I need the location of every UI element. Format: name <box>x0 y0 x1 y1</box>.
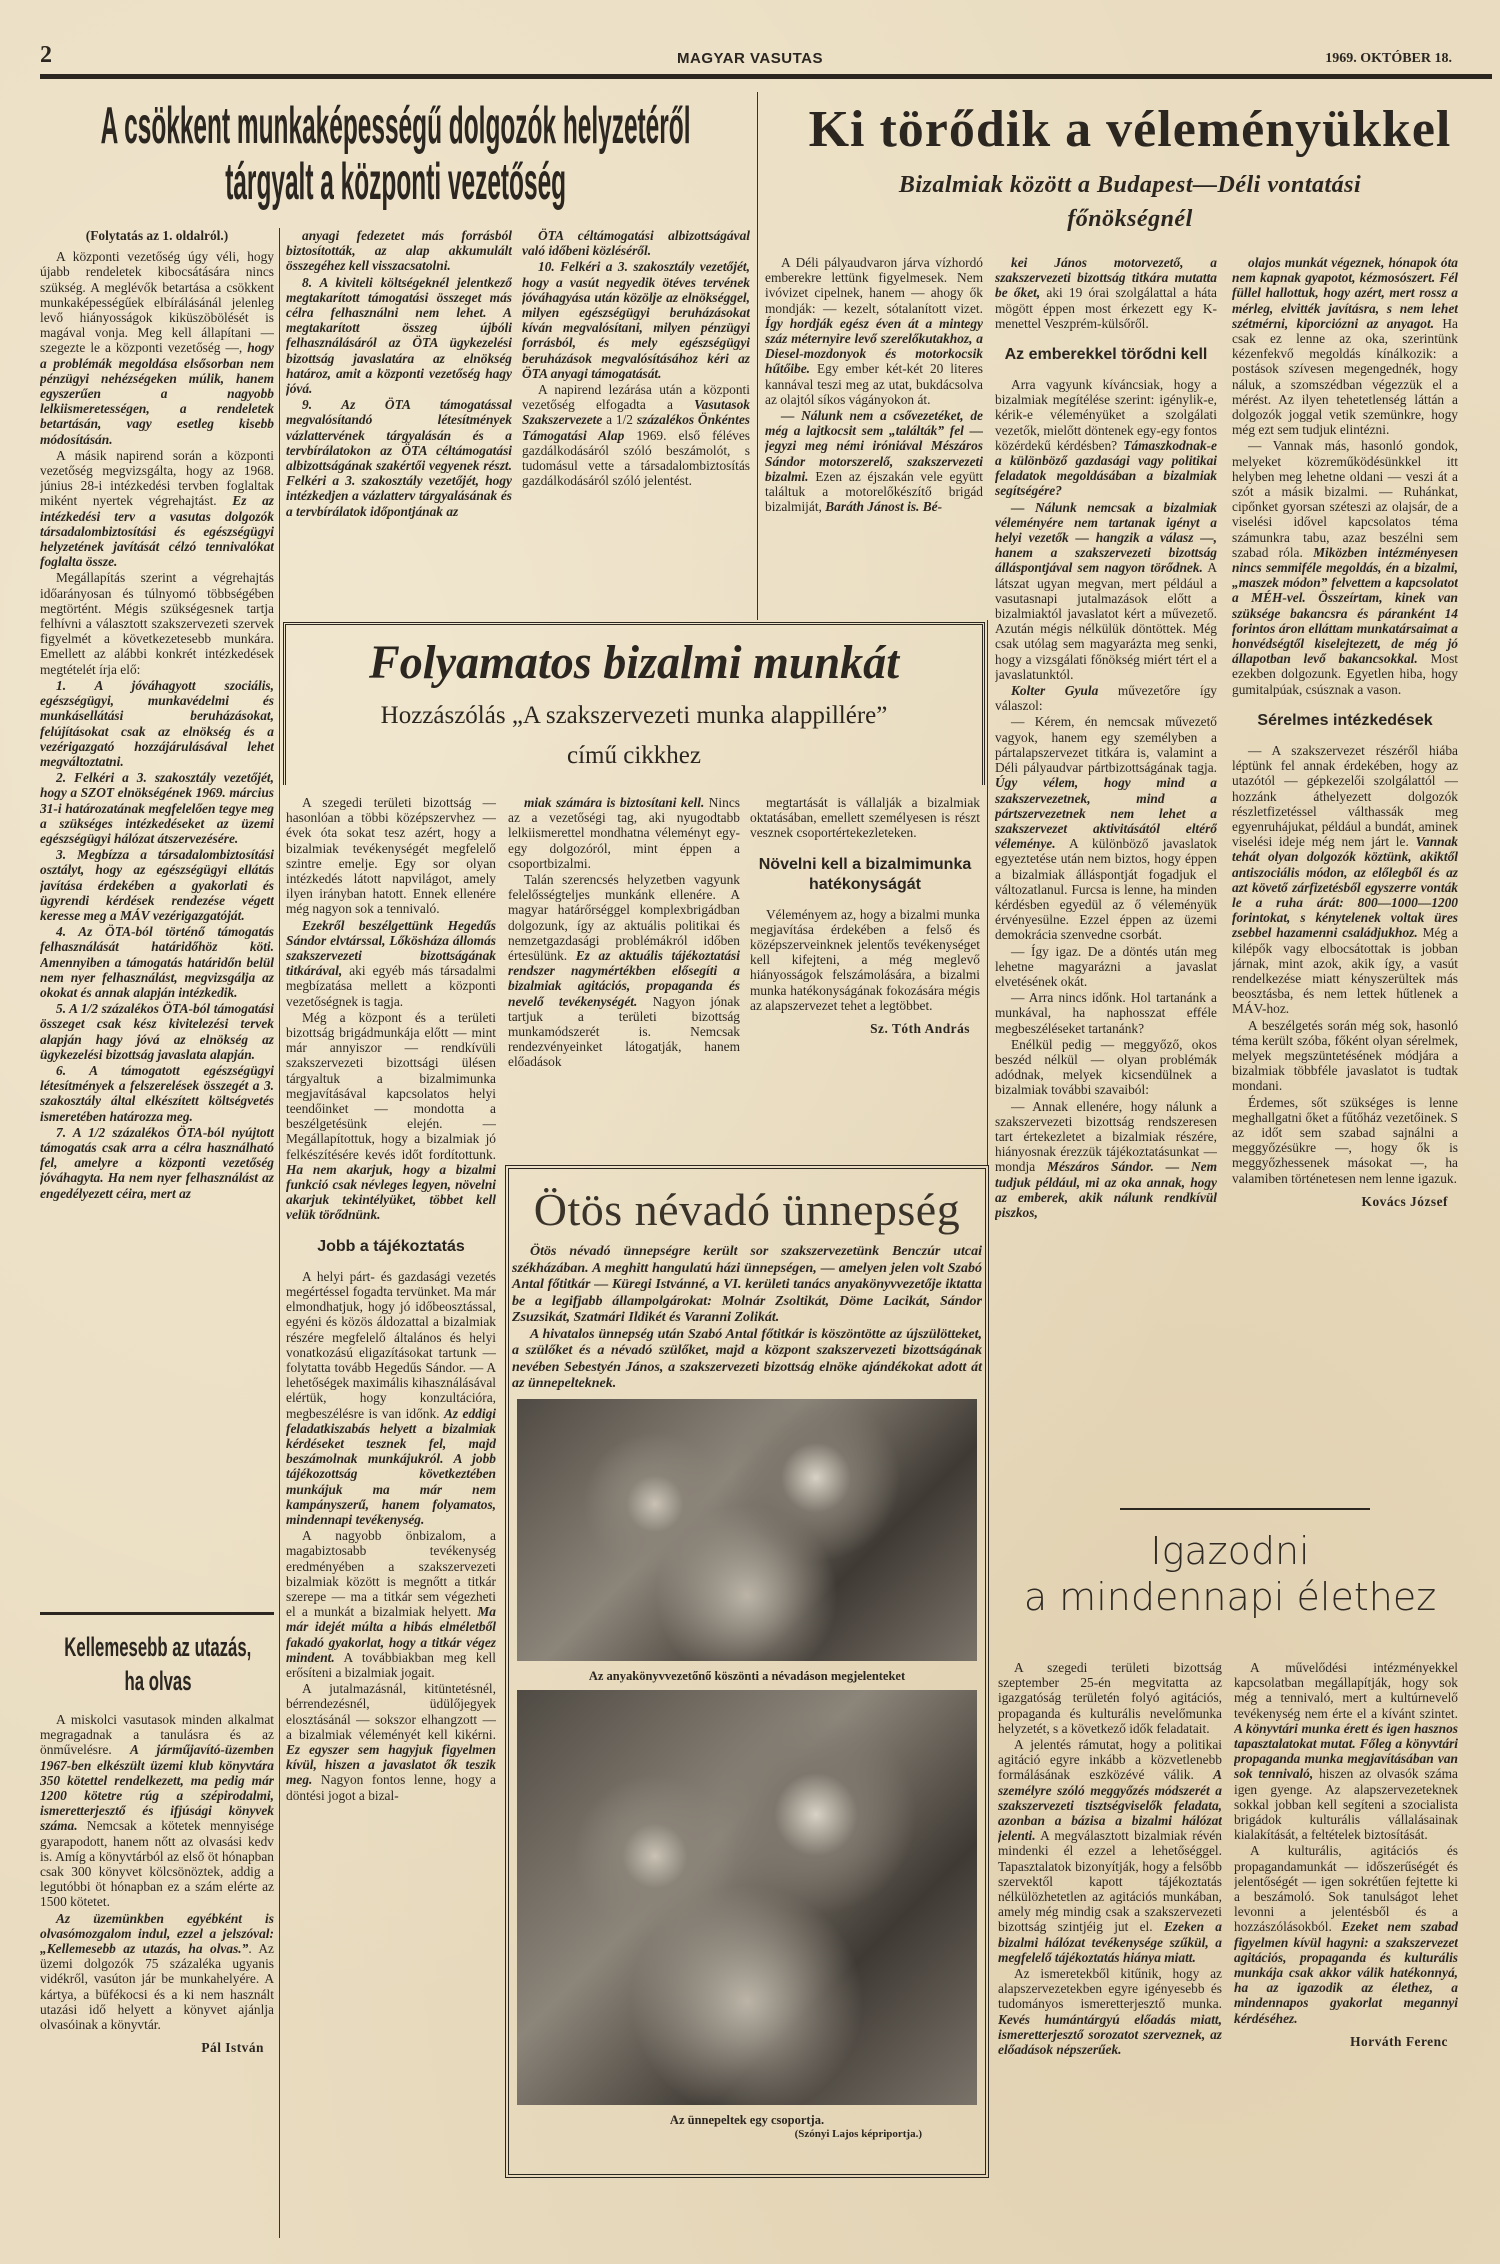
paragraph <box>40 1001 274 1062</box>
article-end-rule <box>1120 1508 1370 1510</box>
emphasized-text: — Nálunk nem a csővezetéket, de még a lajtkocsit sem „találták” fel — jegyzi meg némi iróniával Mészáros Sándor motorszerelő, szakszervezeti bizalmi. <box>765 408 983 484</box>
emphasized-text: Kolter Gyula <box>1011 683 1099 699</box>
article-column <box>750 795 980 1157</box>
emphasized-text: Ha nem akarjuk, hogy a bizalmi funkció csak névleges legyen, növelni akarjuk tekintélyüket, többet kell velük törődnünk. <box>286 1161 496 1223</box>
text-run: Nemcsak a kötetek mennyisége gyarapodott, hanem nőtt az olvasási kedv is. Amíg a könyvtárból az első öt hónapban csak 300 könyvet kölcsönöztek, addig a legutóbbi öt hónapban ez a szám elérte az 1500 kötetet. <box>40 1818 274 1910</box>
paragraph <box>1232 743 1458 1017</box>
text-run: Talán szerencsés helyzetben vagyunk felelősségteljes munkánk ellenére. A magyar határőrséggel komplexbrigádban dolgozunk, így az aktuális politikai és nemzetgazdasági problémákról időben értesülünk. <box>508 872 740 964</box>
text-run: A beszélgetés során még sok, hasonló téma került szóba, főként olyan sérelmek, melyek megszüntetésének módjára a bizalmiak többféle javaslatot is tudtak mondani. <box>1232 1017 1458 1094</box>
text-run: A művelődési intézményekkel kapcsolatban megállapítják, hogy sok még a tennivaló, mert a kultúrnevelő tevékenység nem érte el a kívánt szintet. <box>1234 1660 1458 1721</box>
text-run: Megállapítás szerint a végrehajtás időarányosan és túlnyomó többségében megtörtént. Mégis szükségesnek tartja felhívni a választott szakszervezeti szervek figyelmét a következetesebb munkára. Emellett az alábbi konkrét intézkedések megtételét írja elő: <box>40 570 274 677</box>
paragraph <box>286 795 496 917</box>
text-run: Nincs az a vezetőségi tag, aki nyugodtabb lelkiismerettel mondhatna véleményt egy-egy dolgozóról, mint éppen a csoportbizalmi. <box>508 795 740 871</box>
emphasized-text: Vannak tehát olyan dolgozók köztünk, akiktől antiszociális módon, az előlegből és az azt követő zárfizetésből egyszerre vonták le a ruha árát: 800—1000—1200 forintokat, s kénytelenek voltak üres zsebbel hazamenni családjukhoz. <box>1232 834 1458 941</box>
paragraph <box>40 1063 274 1124</box>
paragraph: A hivatalos ünnepség után Szabó Antal főtitkár is köszöntötte az újszülötteket, a szülőket és a névadó szülőket, majd a központ szakszervezeti bizottságának nevében Sebestyén János, a szakszervezeti bizottság elnöke ajándékokat adott át az ünnepelteknek. <box>512 1326 982 1391</box>
paragraph <box>40 448 274 570</box>
byline <box>1234 2034 1448 2049</box>
text-run: — Annak ellenére, hogy nálunk a szakszervezeti bizottság rendszeresen tart értekezletet a bizalmiak részére, hiányosnak érezzük tájékoztatásunkat — mondja <box>995 1098 1217 1175</box>
byline <box>1232 1194 1448 1209</box>
emphasized-text: 9. Az ÖTA támogatással megvalósítandó létesítmények vázlattervének tárgyalásán és a tervbírálatokon az ÖTA céltámogatási albizottságának szakértői vegyenek részt. Felkéri a 3. szakosztály vezetőjét, hogy intézkedjen a vázlatterv tárgyalásának és a tervbírálatok időpontjának az <box>286 397 512 519</box>
headline-line: ha olvas <box>124 1666 192 1696</box>
paragraph <box>998 1737 1222 1965</box>
article-column <box>40 1712 274 2112</box>
article-column <box>1234 1660 1458 2220</box>
photo-celebrants-group <box>517 1690 977 2105</box>
text-run: . Az üzemi dolgozók 75 százaléka ugyanis vidékről, vasúton jár be munkahelyére. A kártya, a büfékocsi és a ki nem használt utazási idő helyett a könyvet ajánlja olvasóinak a könyvtár. <box>40 1941 274 2033</box>
paragraph <box>995 377 1217 499</box>
text-run: Sérelmes intézkedések <box>1257 711 1433 729</box>
emphasized-text: Baráth Jánost is. Bé- <box>825 499 943 515</box>
paragraph <box>286 1681 496 1803</box>
paragraph <box>995 714 1217 942</box>
headline-row <box>40 1664 276 1698</box>
text-run: A szegedi területi bizottság szeptember 25-én megvitatta az igazgatóság területén folyó agitációs, propaganda és kulturális nevelőmunka helyzetét, s a következő idők feladatait. <box>998 1660 1222 1736</box>
subheading <box>999 345 1213 365</box>
emphasized-text: Ezeken a bizalmi hálózat tevékenysége szűkül, a megfelelő tájékoztatás hiánya miatt. <box>998 1919 1222 1965</box>
article-column <box>508 795 740 1157</box>
emphasized-text: ÖTA céltámogatási albizottságával való időbeni közléséről. <box>522 228 750 259</box>
emphasized-text: Miközben intézményesen nincs semmiféle megoldás, én a bizalmi, „maszek módon” felvettem a kapcsolatot a MÉH-vel. Összeírtam, kinek van szüksége bakancsra és páranként 14 forintos áron elláttam munkatársaimat a honvédségtől kiselejtezett, de még jó állapotban levő bakancsokkal. <box>1232 544 1458 667</box>
article-column <box>522 228 750 616</box>
paragraph <box>765 255 983 407</box>
text-run: 1969. első féléves gazdálkodásáról szóló beszámolót, s tudomásul vette a társadalombiztosítás gazdálkodásáról szóló jelentést. <box>522 427 750 489</box>
text-run: művezetőre így válaszol: <box>995 683 1217 714</box>
paragraph <box>1234 1843 1458 2025</box>
text-run: A szegedi területi bizottság — hasonlóan a többi középszervhez — évek óta sokat tesz azért, hogy a bizalmiak tevékenységét megfelelő szintre emelje. Egy sor olyan intézkedés látott napvilágot, amely ilyen irányban hatott. Ennek ellenére még nagyon sok a tennivaló. <box>286 795 496 917</box>
text-run: A továbbiakban meg kell erősíteni a bizalmiak jogait. <box>286 1649 496 1680</box>
article-column <box>995 255 1217 1500</box>
headline-continuous-work: Folyamatos bizalmi munkát <box>368 636 900 689</box>
text-run: Még a központ és a területi bizottság brigádmunkája előtt — mint már annyiszor — rendkívüli szakszervezeti bizottsági ülésen tárgyaltuk a bizalmimunka megjavításával kapcsolatos helyi teendőinket — mondotta a beszélgetésünk elején. — Megállapítottuk, hogy a bizalmiak jó felkészítésére kevés időt fordítottunk. <box>286 1009 496 1162</box>
text-run: A megválasztott bizalmiak révén mindenki él ezzel a lehetőséggel. Tapasztalatok bizonyítják, hogy a felsőbb szervektől kapott tájékoztatás nélkülözhetetlen az agitációs munkában, amely még mindig csak a szakszervezeti bizottság szintjéig jut el. <box>998 1828 1222 1935</box>
paragraph <box>995 255 1217 331</box>
text-run: A különböző javaslatok egyeztetése után nem biztos, hogy éppen a bizalmiak álláspontját fogadjuk el változatlanul. Furcsa is lenne, ha minden kérdésben egyedül az ő véleményük érvényesülne. Ezzel éppen az üzemi demokrácia szenvedne csorbát. <box>995 836 1217 943</box>
emphasized-text: 1. A jóváhagyott szociális, egészségügyi, munkavédelmi és munkásellátási beruházásokat, felújításokat csak az elnökség és a vezérigazgató hozzájárulásával lehet megváltoztatni. <box>40 677 274 769</box>
headline-pleasant-travel <box>40 1630 276 1698</box>
paragraph <box>522 382 750 488</box>
photo-registrar-greeting <box>517 1399 977 1661</box>
emphasized-text: 7. A 1/2 százalékos ÖTA-ból nyújtott támogatás csak arra a célra használható fel, amelyre a központi vezetőség jóváhagyta. Ha nem nyer felhasználást az engedélyezett céira, mert az <box>40 1124 274 1201</box>
text-run: A napirend lezárása után a központi vezetőség elfogadta a <box>522 382 750 413</box>
emphasized-text: Ez egyszer sem hagyjuk figyelmen kívül, hiszen a javaslatot ők teszik meg. <box>286 1741 496 1788</box>
emphasized-text: Ezeket nem szabad figyelmen kívül hagyni: a szakszervezet agitációs, propaganda és kulturális munkája csak akkor válik hatékonnyá, ha az igazodik az élethez, a mindennapos gyakorlat megannyi kérdéséhez. <box>1234 1919 1458 2026</box>
emphasized-text: 2. Felkéri a 3. szakosztály vezetőjét, hogy a SZOT elnökségének 1969. március 31-i határozatának megfelelően tegye meg a szükséges intézkedéseket az üzemi egészségügyi hálózat átszervezésére. <box>40 770 274 846</box>
paragraph <box>750 907 980 1013</box>
text-run: Véleményem az, hogy a bizalmi munka megjavítása érdekében a felső és középszerveinknek jelentős tevékenységet kell kifejteni, a még meglevő hiányosságok felszámolására, a bizalmi munka hatékonyságának fokozására mégis az alapszervezet tehet a legtöbbet. <box>750 906 980 1013</box>
paragraph <box>522 259 750 381</box>
emphasized-text: Így hordják egész éven át a mintegy száz méternyire levő szerelőkutakhoz, a Diesel-mozdonyok és motorkocsik hűtőibe. <box>765 315 983 377</box>
text-run: Enélkül pedig — meggyőző, okos beszéd nélkül — olyan problémák adódnak, melyek kicsendülnek a bizalmiak további szavaiból: <box>995 1036 1217 1098</box>
article-column <box>40 228 274 1598</box>
emphasized-text: Vasutasok Szakszervezete <box>522 397 750 428</box>
headline-row <box>40 1630 276 1664</box>
text-run: A Déli pályaudvaron járva vízhordó emberekre lettünk figyelmesek. Nem ivóvizet cipelnek, hanem — ahogy ők mondják: — kezelt, sótalanított vizet. <box>765 255 983 316</box>
emphasized-text: hogy a problémák megoldása elsősorban nem pénzügyi nehézségeken múlik, hanem egyszerűen a nagyobb lelkiismeretességen, a rendeletek betartásán, vagy esetleg kisebb módosításán. <box>40 340 274 447</box>
text-run: A helyi párt- és gazdasági vezetés megértéssel fogadta tervünket. Ma már elmondhatjuk, hogy jó időbeosztással, egyéni és közös áldozattal a bizalmiak részére megfelelő általános és helyi vonatkozású eligazításokat tartunk — folytatta tovább Hegedűs Sándor. — A lehetőségek maximális kihasználásával elértük, hogy konzultációra, megbeszélésre is van időnk. <box>286 1268 496 1421</box>
subtitle-line: Bizalmiak között a Budapest—Déli vontatási <box>898 172 1362 198</box>
headline-line: a mindennapi élethez <box>1023 1575 1437 1619</box>
subtitle-line: Hozzászólás „A szakszervezeti munka alappillére” <box>380 702 888 729</box>
headline-box-continuous-work <box>283 622 985 785</box>
text-run: megtartását is vállalják a bizalmiak oktatásában, emellett személyesen is részt vesznek csoportértekezleteken. <box>750 795 980 841</box>
emphasized-text: 8. A kiviteli költségeknél jelentkező megtakarított támogatási összeget más célra felhasználni nem lehet. A megtakarított összeg újbóli felhasználásáról az ÖTA ügykezelési bizottság javaslatára az elnökség határoz, amit a központi vezetőség hagy jóvá. <box>286 274 512 397</box>
paragraph <box>995 1037 1217 1098</box>
headline-naming-ceremony: Ötös névadó ünnepség <box>533 1184 961 1235</box>
text-run: Arra vagyunk kíváncsiak, hogy a bizalmiak megítélése szerint: igénylik-e, kérik-e véleményüket a szolgálati vezetők, mielőtt döntenek egy-egy fontos közérdekű kérdésben? <box>995 377 1217 453</box>
text-run: Nagyon fontos lenne, hogy a döntési jogot a bizal- <box>286 1772 496 1803</box>
photo-credit: (Szónyi Lajos képriportja.) <box>794 2127 922 2140</box>
emphasized-text: Úgy vélem, hogy mind a szakszervezetnek, mind a pártszervezetnek nem lehet a szakszervezet aktivitásától eltérő véleménye. <box>995 775 1217 852</box>
emphasized-text: százalékos Önkéntes Támogatási Alap <box>522 412 750 443</box>
text-run: Nagyon jónak tartjuk a területi bizottság munkamódszerét is. Nemcsak rendezvényeinket látogatják, hanem előadások <box>508 993 740 1070</box>
text-run: Most ezekben dolgozunk. Egyetlen hiba, hogy gumitalpúak, csúsznak a vason. <box>1232 651 1458 697</box>
newspaper-title: MAGYAR VASUTAS <box>677 50 823 67</box>
masthead-rule <box>40 74 1492 79</box>
paragraph <box>40 1911 274 2033</box>
continuation-note <box>40 228 274 243</box>
paragraph <box>995 683 1217 713</box>
paragraph <box>998 1966 1222 2057</box>
paragraph <box>508 795 740 871</box>
paragraph <box>40 1125 274 1201</box>
text-run: A nagyobb önbizalom, a magabiztosabb tevékenység eredményében a szakszervezeti bizalmiak között is megnőtt a titkár szerepe — ma a titkár sem végezheti el a munkát a bizalmiak helyett. <box>286 1528 496 1620</box>
emphasized-text: Ezekről beszélgettünk Hegedűs Sándor elvtárssal, Lőkösháza állomás szakszervezeti bizottságának titkárával, <box>286 917 496 979</box>
text-run: Sz. Tóth András <box>870 1021 970 1037</box>
headline-reduced-capacity-workers <box>40 98 752 210</box>
text-run: A másik napirend során a központi vezetőség megvizsgálta, hogy az 1968. június 28-i intézkedési tervben foglaltak miként nyertek végrehajtást. <box>40 447 274 509</box>
article-column <box>765 255 983 617</box>
emphasized-text: Kevés humántárgyú előadás miatt, ismeretterjesztő sorozatot szerveznek, az előadások népszerűek. <box>998 2011 1222 2058</box>
text-run: A központi vezetőség úgy véli, hogy újabb rendeletek kibocsátására nincs szükség. A meglévők betartása a csökkent munkaképességűek elbírálásánál jelenleg levő hiányosságok kiküszöbölését is magával vonja. Meg kell állapítani — szegezte le a központi vezetőség —, <box>40 249 274 356</box>
emphasized-text: A könyvtári munka érett és igen hasznos tapasztalatokat mutat. Főleg a könyvtári propaganda munka megjavításában van sok tennivaló, <box>1234 1720 1458 1782</box>
headline-row <box>40 154 752 210</box>
emphasized-text: Az eddigi feladatkiszabás helyett a bizalmiak kérdéseket tesznek fel, majd beszámolnak munkájukról. A jobb tájékozottság következtében munkájuk ma már nem kampányszerű, hanem folyamatos, mindennapi tevékenység. <box>286 1405 496 1527</box>
headline-row <box>40 98 752 154</box>
article-column <box>286 228 512 616</box>
paragraph <box>998 1660 1222 1736</box>
emphasized-text: Támaszkodnak-e a különböző gazdasági vagy politikai feladatok megoldásában a bizalmiak segítségére? <box>995 437 1217 499</box>
text-run: A jutalmazásnál, kitüntetésnél, bérrendezésnél, üdülőjegyek elosztásánál — sokszor elhangzott — a bizalmiak véleményét kell kikérni. <box>286 1681 496 1742</box>
text-run: Növelni kell a bizalmimunka hatékonyságát <box>758 855 972 893</box>
paragraph <box>40 847 274 923</box>
paragraph <box>40 678 274 769</box>
paragraph <box>995 1099 1217 1221</box>
paragraph <box>1232 1095 1458 1186</box>
article-subtitle <box>770 168 1490 236</box>
text-run: A jelentés rámutat, hogy a politikai agitáció egyre inkább a közvetlenebb formálásának eszközévé válik. <box>998 1737 1222 1783</box>
text-run: Horváth Ferenc <box>1350 2033 1448 2049</box>
emphasized-text: miak számára is biztosítani kell. <box>524 795 705 810</box>
paragraph <box>40 924 274 1000</box>
text-run: Pál István <box>201 2040 264 2056</box>
headline-who-cares: Ki törődik a véleményükkel <box>808 101 1452 158</box>
text-run: aki egyéb más társadalmi megbízatása mellett a központi vezetőségnek is tagja. <box>286 963 496 1009</box>
paragraph <box>1232 1018 1458 1094</box>
subtitle-line: főnökségnél <box>1067 206 1193 232</box>
column-divider <box>279 228 280 2238</box>
photo-caption: Az anyakönyvvezetőnő köszönti a névadáson megjelenteket <box>588 1668 906 1683</box>
subtitle-line: című cikkhez <box>567 742 701 769</box>
byline <box>750 1021 970 1036</box>
text-run: A kulturális, agitációs és propagandamunkát — időszerűségét és jelentőségét — igen sokrétűen fejtette ki a beszámoló. Sok tanulságot lehet levonni a jelentésből és a hozzászólásokból. <box>1234 1843 1458 1935</box>
text-run: Egy ember két-két 20 literes kannával teszi meg az utat, bukdácsolva az olajtól síkos vágányokon át. <box>765 361 983 407</box>
text-run: Kovács József <box>1361 1193 1448 1209</box>
paragraph <box>286 1528 496 1680</box>
paragraph <box>286 1010 496 1223</box>
issue-date: 1969. OKTÓBER 18. <box>1325 51 1452 66</box>
text-run: — Így igaz. De a döntés után meg lehetne magyarázni a javaslat elvetésének okát. <box>995 943 1217 989</box>
paragraph <box>40 249 274 447</box>
headline-line: A csökkent munkaképességű dolgozók helyzetéről <box>101 97 691 155</box>
emphasized-text: 10. Felkéri a 3. szakosztály vezetőjét, hogy a vasút negyedik ötéves tervének jóváhagyása után közölje az elnökséggel, milyen egészségügyi beruházásokat kíván megvalósítani, milyen pénzügyi forrásból, és mely egészségügyi beruházások megvalósításához kéri az ÖTA anyagi támogatását. <box>522 259 750 381</box>
text-run: a 1/2 <box>602 412 637 428</box>
column-divider <box>987 620 988 1165</box>
headline-adapt-to-daily-life <box>1000 1528 1460 1620</box>
text-run: aki 19 órai szolgálattal a háta mögött éppen most érkezett egy K-menettel Veszprém-külsőről. <box>995 285 1217 331</box>
paragraph <box>1234 1660 1458 1842</box>
text-run: Még a kilépők vagy elbocsátottak is jobban járnak, mint azok, akik így, a vasút rendelkezése miatt kényszerültek más beosztásba, és nem lettek hűtlenek a MÁV-hoz. <box>1232 925 1458 1017</box>
paragraph <box>1232 255 1458 437</box>
article-subtitle <box>286 696 982 776</box>
paragraph <box>40 770 274 846</box>
article-column <box>286 795 496 2235</box>
paragraph <box>40 570 274 676</box>
paragraph <box>750 795 980 841</box>
text-run: Érdemes, sőt szükséges is lenne meghallgatni őket a fűtőház vezetőinek. S az időt sem szabad sajnálni a meggyőzésükre —, hogy ők is meggyőzhessenek másokat —, ha valamiben történetesen nem lenne igazuk. <box>1232 1094 1458 1186</box>
text-run: Ezen az éjszakán vele együtt találtuk a motorelőkészítő brigád bizalmiját, <box>765 468 983 515</box>
text-run: hiszen az olvasók száma igen gyenge. Az alapszervezeteknek sokkal jobban kell segíteni a szocialista brigádok kulturális vállalásainak kialakítását, a feltételek biztosítását. <box>1234 1766 1458 1843</box>
article-column <box>1232 255 1458 1500</box>
headline-line: tárgyalt a központi vezetőség <box>225 153 567 211</box>
byline <box>40 2040 264 2055</box>
text-run: A látszat ugyan megvan, mert például a vasutasnapi jutalmazások előtt a bizalmiaktól javaslatot kért a művezető. Azután mégis nélkülük döntöttek. Még csak utólag sem magyarázta meg senki, hogy a vizsgálati főnökség miért tért el a javaslatunktól. <box>995 560 1217 682</box>
paragraph <box>765 408 983 514</box>
naming-ceremony-box <box>505 1165 989 2178</box>
emphasized-text: Ez az aktuális tájékoztatási rendszer nagymértékben elősegíti a bizalmiak agitációs, propaganda és nevelő tevékenységét. <box>508 948 740 1009</box>
text-run: Ha csak ez lenne az oka, szerintünk kézenfekvő megoldás kínálkozik: a postások szívesen megengednék, hogy náluk, a szomszédban végezzük el a mérést. Az ilyen tehetetlenség láttán a dolgozók joggal vetik szemünkre, hogy még ezt sem tudjuk elintézni. <box>1232 315 1458 438</box>
text-run: — Vannak más, hasonló gondok, melyeket közreműködésünkkel itt helyben meg lehetne oldani — veszi át a szót a másik bizalmi. — Ruhánkat, cipőnket gyorsan széteszi az olajsár, de a viselési idővel kapcsolatos téma számunkra tabu, azaz beszélni sem szabad róla. <box>1232 438 1458 560</box>
emphasized-text: Az üzemünkben egyébként is olvasómozgalom indul, ezzel a jelszóval: „Kellemesebb az utazás, ha olvas.” <box>40 1910 274 1957</box>
emphasized-text: A járműjavító-üzemben 1967-ben elkészült üzemi klub könyvtára 350 kötettel rendelkezett, ma pedig már 1200 kötetre rúg a szépirodalmi, ismeretterjesztő és ifjúsági könyvek száma. <box>40 1742 274 1834</box>
text-run: Az ismeretekből kitűnik, hogy az alapszervezetekben egyre igényesebb és tudományos ismeretterjesztő munka. <box>998 1966 1222 2012</box>
text-run: — Arra nincs időnk. Hol tartanánk a munkával, ha naphosszat efféle megbeszéléseket tartanánk? <box>995 990 1217 1036</box>
emphasized-text: 5. A 1/2 százalékos ÖTA-ból támogatási összeget csak kész kivitelezési tervek alapján hagy jóvá az elnökség az ügykezelési bizottság javaslata alapján. <box>40 1001 274 1062</box>
paragraph <box>995 944 1217 990</box>
emphasized-text: Ez az intézkedési terv a vasutas dolgozók társadalombiztosítási és egészségügyi helyzetének javítását célzó tennivalókat foglalta össze. <box>40 493 274 570</box>
paragraph <box>286 275 512 397</box>
page-number: 2 <box>40 42 52 68</box>
emphasized-text: olajos munkát végeznek, hónapok óta nem kapnak gyapotot, kézmosószert. Fél füllel hallottuk, hogy azért, mert rossz a mérleg, elvitték javításra, s nem lehet szétmérni, kiporciózni az anyagot. <box>1232 255 1458 331</box>
emphasized-text: 3. Megbízza a társadalombiztosítási osztályt, hogy az egészségügyi ellátás javítása érdekében a gyakorlati és ügyrendi kérdések rendezése végett keresse meg a MÁV vezérigazgatóját. <box>40 847 274 923</box>
text-run: — Kérem, én nemcsak művezető vagyok, hanem egy személyben a pártalapszervezet titkára is, valamint a Déli pályaudvar pártbizottságának tagja. <box>995 714 1217 776</box>
headline-line: Igazodni <box>1150 1529 1310 1573</box>
paragraph <box>286 397 512 519</box>
text-run: Jobb a tájékoztatás <box>317 1237 465 1255</box>
paragraph <box>508 872 740 1070</box>
paragraph <box>286 228 512 274</box>
paragraph <box>286 918 496 1009</box>
subheading <box>290 1237 492 1257</box>
emphasized-text: — Nálunk nemcsak a bizalmiak véleményére nem tartanak igényt a helyi vezetők — hangzik a válasz —, hanem a szakszervezeti bizottság álláspontjával sem nagyon törődnek. <box>995 499 1217 576</box>
paragraph <box>522 228 750 258</box>
text-run: — A szakszervezet részéről hiába léptünk fel annak érdekében, hogy az utazótól — gépkezelői szolgálattól — hozzánk áthelyezett dolgozók részletfizetéssel válthassák meg egyenruhájukat, például a bundát, aminek viselési ideje még nem járt le. <box>1232 742 1458 850</box>
paragraph <box>286 1269 496 1527</box>
text-run: A miskolci vasutasok minden alkalmat megragadnak a tanulásra és az önművelésre. <box>40 1712 274 1758</box>
photo-caption: Az ünnepeltek egy csoportja. <box>669 2112 825 2127</box>
paragraph <box>995 990 1217 1036</box>
emphasized-text: 4. Az ÖTA-ból történő támogatás felhasználását határidőhöz köti. Amennyiben a támogatás határidőn belül nem nyer felhasználást, megvizsgálja az okokat és annak alapján intézkedik. <box>40 924 274 1000</box>
subheading <box>1236 711 1454 731</box>
column-divider <box>757 92 758 620</box>
emphasized-text: kei János motorvezető, a szakszervezeti bizottság titkára mutatta be őket, <box>995 255 1217 301</box>
text-run: (Folytatás az 1. oldalról.) <box>85 228 229 243</box>
subheading <box>754 855 976 895</box>
naming-ceremony-text <box>512 1244 982 1393</box>
paragraph <box>40 1712 274 1910</box>
emphasized-text: A személyre szóló meggyőzés módszerét a szakszervezeti tisztségviselők feladata, azonban a bázisa a bizalmi hálózat jelenti. <box>998 1767 1222 1844</box>
paragraph: Ötös névadó ünnepségre került sor szakszervezetünk Benczúr utcai székházában. A meghitt hangulatú házi ünnepségen, — amelyen jelen volt Szabó Antal főtitkár — Küregi Istvánné, a VI. kerületi tanács anyakönyvvezetője iktatta be a legifjabb állampolgárokat: Molnár Zsoltikát, Döme Lacikát, Sándor Zsuzsikát, Szatmári Ildikét és Varanni Zolikát. <box>512 1244 982 1325</box>
emphasized-text: Mészáros Sándor. — Nem tudjuk például, mi az oka annak, hogy az emberek, akik nálunk rendkívül piszkos, <box>995 1159 1217 1220</box>
text-run: Az emberekkel törődni kell <box>1004 346 1208 364</box>
section-rule <box>40 1612 274 1615</box>
emphasized-text: Ma már idejét múlta a hibás elméletből fakadó gyakorlat, hogy a titkár végez mindent. <box>286 1604 496 1665</box>
emphasized-text: anyagi fedezetet más forrásból biztosították, az alap akkumulált összegéhez kell visszacsatolni. <box>286 228 512 274</box>
paragraph <box>1232 438 1458 696</box>
paragraph <box>995 500 1217 682</box>
emphasized-text: 6. A támogatott egészségügyi létesítmények a felszerelések összegét a 3. szakosztály által elkészített költségvetés ismeretében határozza meg. <box>40 1062 274 1124</box>
headline-line: Kellemesebb az utazás, <box>64 1632 252 1662</box>
article-column <box>998 1660 1222 2220</box>
